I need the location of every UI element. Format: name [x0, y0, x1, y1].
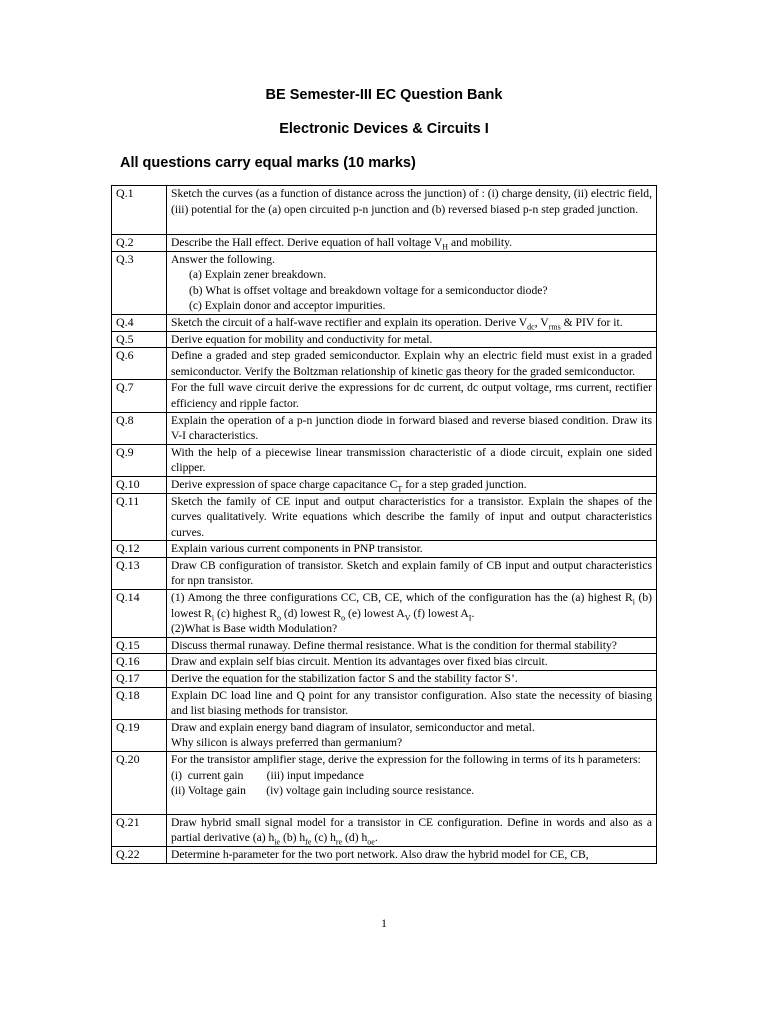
subscript: o: [341, 612, 346, 622]
question-row: [112, 814, 657, 846]
text-part: (f) lowest A: [410, 606, 469, 620]
question-text: [167, 476, 657, 493]
marks-note: All questions carry equal marks (10 marks): [120, 155, 416, 171]
question-text: Sketch the curves (as a function of distance across the junction) of : (i) charge density, (ii) electric field, (iii) potential for the (a) open circuited p-n junction and (b) reversed biased p-n step graded junction.: [167, 186, 657, 235]
question-text: Derive the equation for the stabilization factor S and the stability factor S’.: [167, 671, 657, 688]
question-number: Q.9: [112, 444, 167, 476]
text-part: Sketch the circuit of a half-wave rectifier and explain its operation. Derive V: [171, 315, 528, 329]
question-text: Draw and explain self bias circuit. Mention its advantages over fixed bias circuit.: [167, 654, 657, 671]
question-number: Q.5: [112, 331, 167, 348]
text-part: (1) Among the three configurations CC, CB, CE, which of the configuration has the (a) highest R: [171, 591, 633, 605]
subscript: oe: [367, 837, 375, 847]
question-row: [112, 380, 657, 412]
question-text: Determine h-parameter for the two port network. Also draw the hybrid model for CE, CB,: [167, 846, 657, 863]
subscript: re: [335, 837, 343, 847]
question-line: Draw and explain energy band diagram of insulator, semiconductor and metal.: [171, 720, 535, 734]
question-number: Q.13: [112, 557, 167, 589]
text-part: & PIV for it.: [560, 315, 623, 329]
question-text: Explain various current components in PNP transistor.: [167, 541, 657, 558]
subscript: H: [442, 242, 449, 252]
question-text: [167, 235, 657, 252]
question-text: Discuss thermal runaway. Define thermal resistance. What is the condition for thermal stability?: [167, 637, 657, 654]
question-line: (2)What is Base width Modulation?: [171, 622, 338, 636]
question-number: Q.8: [112, 412, 167, 444]
text-part: and mobility.: [448, 236, 513, 249]
subscript: I: [468, 612, 472, 622]
text-part: .: [374, 831, 378, 845]
text-part: Derive expression of space charge capacitance C: [171, 477, 398, 491]
sub-question: (ii) Voltage gain (iv) voltage gain including source resistance.: [171, 784, 475, 798]
question-text: For the full wave circuit derive the expressions for dc current, dc output voltage, rms current, rectifier efficiency and ripple factor.: [167, 380, 657, 412]
document-title: BE Semester-III EC Question Bank: [265, 87, 503, 103]
question-text: Derive equation for mobility and conductivity for metal.: [167, 331, 657, 348]
question-intro: Answer the following.: [171, 252, 276, 266]
subscript: i: [632, 597, 635, 607]
question-number: Q.2: [112, 235, 167, 252]
sub-question: (a) Explain zener breakdown.: [189, 268, 327, 282]
question-number: Q.19: [112, 719, 167, 751]
blank-line: [171, 799, 652, 814]
question-row: [112, 348, 657, 380]
question-text: Define a graded and step graded semiconductor. Explain why an electric field must exist in a graded semiconductor. Verify the Boltzman relationship of kinetic gas theory for the graded semiconductor.: [167, 348, 657, 380]
subscript: fe: [305, 837, 312, 847]
subscript: T: [397, 484, 403, 494]
question-number: Q.12: [112, 541, 167, 558]
sub-question: (i) current gain (iii) input impedance: [171, 768, 364, 782]
question-number: Q.6: [112, 348, 167, 380]
question-row: [112, 687, 657, 719]
question-row: [112, 557, 657, 589]
question-number: Q.22: [112, 846, 167, 863]
question-row: [112, 654, 657, 671]
text-part: (d) lowest R: [280, 606, 342, 620]
question-row: [112, 235, 657, 252]
question-row: [112, 186, 657, 235]
question-row: [112, 541, 657, 558]
subscript: i: [211, 612, 215, 622]
question-text: Sketch the family of CE input and output characteristics for a transistor. Explain the shapes of the curves qualitatively. Write equations which describe the family of input and output characteristics curves.: [167, 493, 657, 541]
text-part: .: [471, 606, 475, 620]
question-text: [167, 590, 657, 638]
sub-question: (c) Explain donor and acceptor impurities.: [189, 299, 386, 313]
question-row: [112, 331, 657, 348]
question-row: [112, 637, 657, 654]
question-number: Q.14: [112, 590, 167, 638]
question-row: [112, 719, 657, 751]
subject-title: Electronic Devices & Circuits I: [279, 121, 489, 137]
question-text: Draw CB configuration of transistor. Sketch and explain family of CB input and output characteristics for npn transistor.: [167, 557, 657, 589]
question-row: [112, 846, 657, 863]
question-number: Q.21: [112, 814, 167, 846]
question-text: [167, 752, 657, 815]
text-part: Draw hybrid small signal model for a transistor in CE configuration. Define in words and also as a partial derivative (a) h: [171, 815, 652, 845]
question-number: Q.7: [112, 380, 167, 412]
question-table: [111, 185, 657, 864]
question-number: Q.3: [112, 251, 167, 314]
subscript: V: [404, 612, 411, 622]
question-number: Q.20: [112, 752, 167, 815]
sub-question: (b) What is offset voltage and breakdown voltage for a semiconductor diode?: [189, 283, 548, 297]
text-part: (e) lowest A: [345, 606, 405, 620]
text-part: for a step graded junction.: [402, 477, 527, 491]
question-text: [167, 719, 657, 751]
subscript: rms: [548, 322, 561, 332]
text-part: (b) h: [280, 831, 306, 845]
subscript: dc: [527, 322, 535, 332]
question-number: Q.10: [112, 476, 167, 493]
page-number: 1: [381, 918, 387, 930]
subscript: ie: [274, 837, 281, 847]
question-text: With the help of a piecewise linear transmission characteristic of a diode circuit, explain one sided clipper.: [167, 444, 657, 476]
question-number: Q.18: [112, 687, 167, 719]
text-part: (b) lowest R: [171, 591, 652, 620]
question-line: Why silicon is always preferred than germanium?: [171, 736, 403, 750]
question-row: [112, 671, 657, 688]
question-number: Q.16: [112, 654, 167, 671]
text-part: Describe the Hall effect. Derive equation of hall voltage V: [171, 236, 443, 249]
question-row: [112, 314, 657, 331]
text-part: (c) highest R: [214, 606, 277, 620]
question-number: Q.15: [112, 637, 167, 654]
question-text: Explain the operation of a p-n junction diode in forward biased and reverse biased condition. Draw its V-I characteristics.: [167, 412, 657, 444]
question-text: [167, 251, 657, 314]
question-intro: For the transistor amplifier stage, derive the expression for the following in terms of its h parameters:: [171, 753, 641, 766]
question-row: [112, 444, 657, 476]
question-row: [112, 493, 657, 541]
question-text: [167, 814, 657, 846]
question-row: [112, 412, 657, 444]
subscript: o: [276, 612, 281, 622]
text-part: , V: [534, 315, 549, 329]
question-number: Q.1: [112, 186, 167, 235]
question-text: [167, 314, 657, 331]
question-number: Q.4: [112, 314, 167, 331]
question-number: Q.17: [112, 671, 167, 688]
text-part: (d) h: [342, 831, 368, 845]
question-row: [112, 476, 657, 493]
question-row: [112, 752, 657, 815]
question-row: [112, 590, 657, 638]
question-number: Q.11: [112, 493, 167, 541]
question-text: Explain DC load line and Q point for any transistor configuration. Also state the necessity of biasing and list biasing methods for transistor.: [167, 687, 657, 719]
question-row: [112, 251, 657, 314]
text-part: (c) h: [311, 831, 336, 845]
